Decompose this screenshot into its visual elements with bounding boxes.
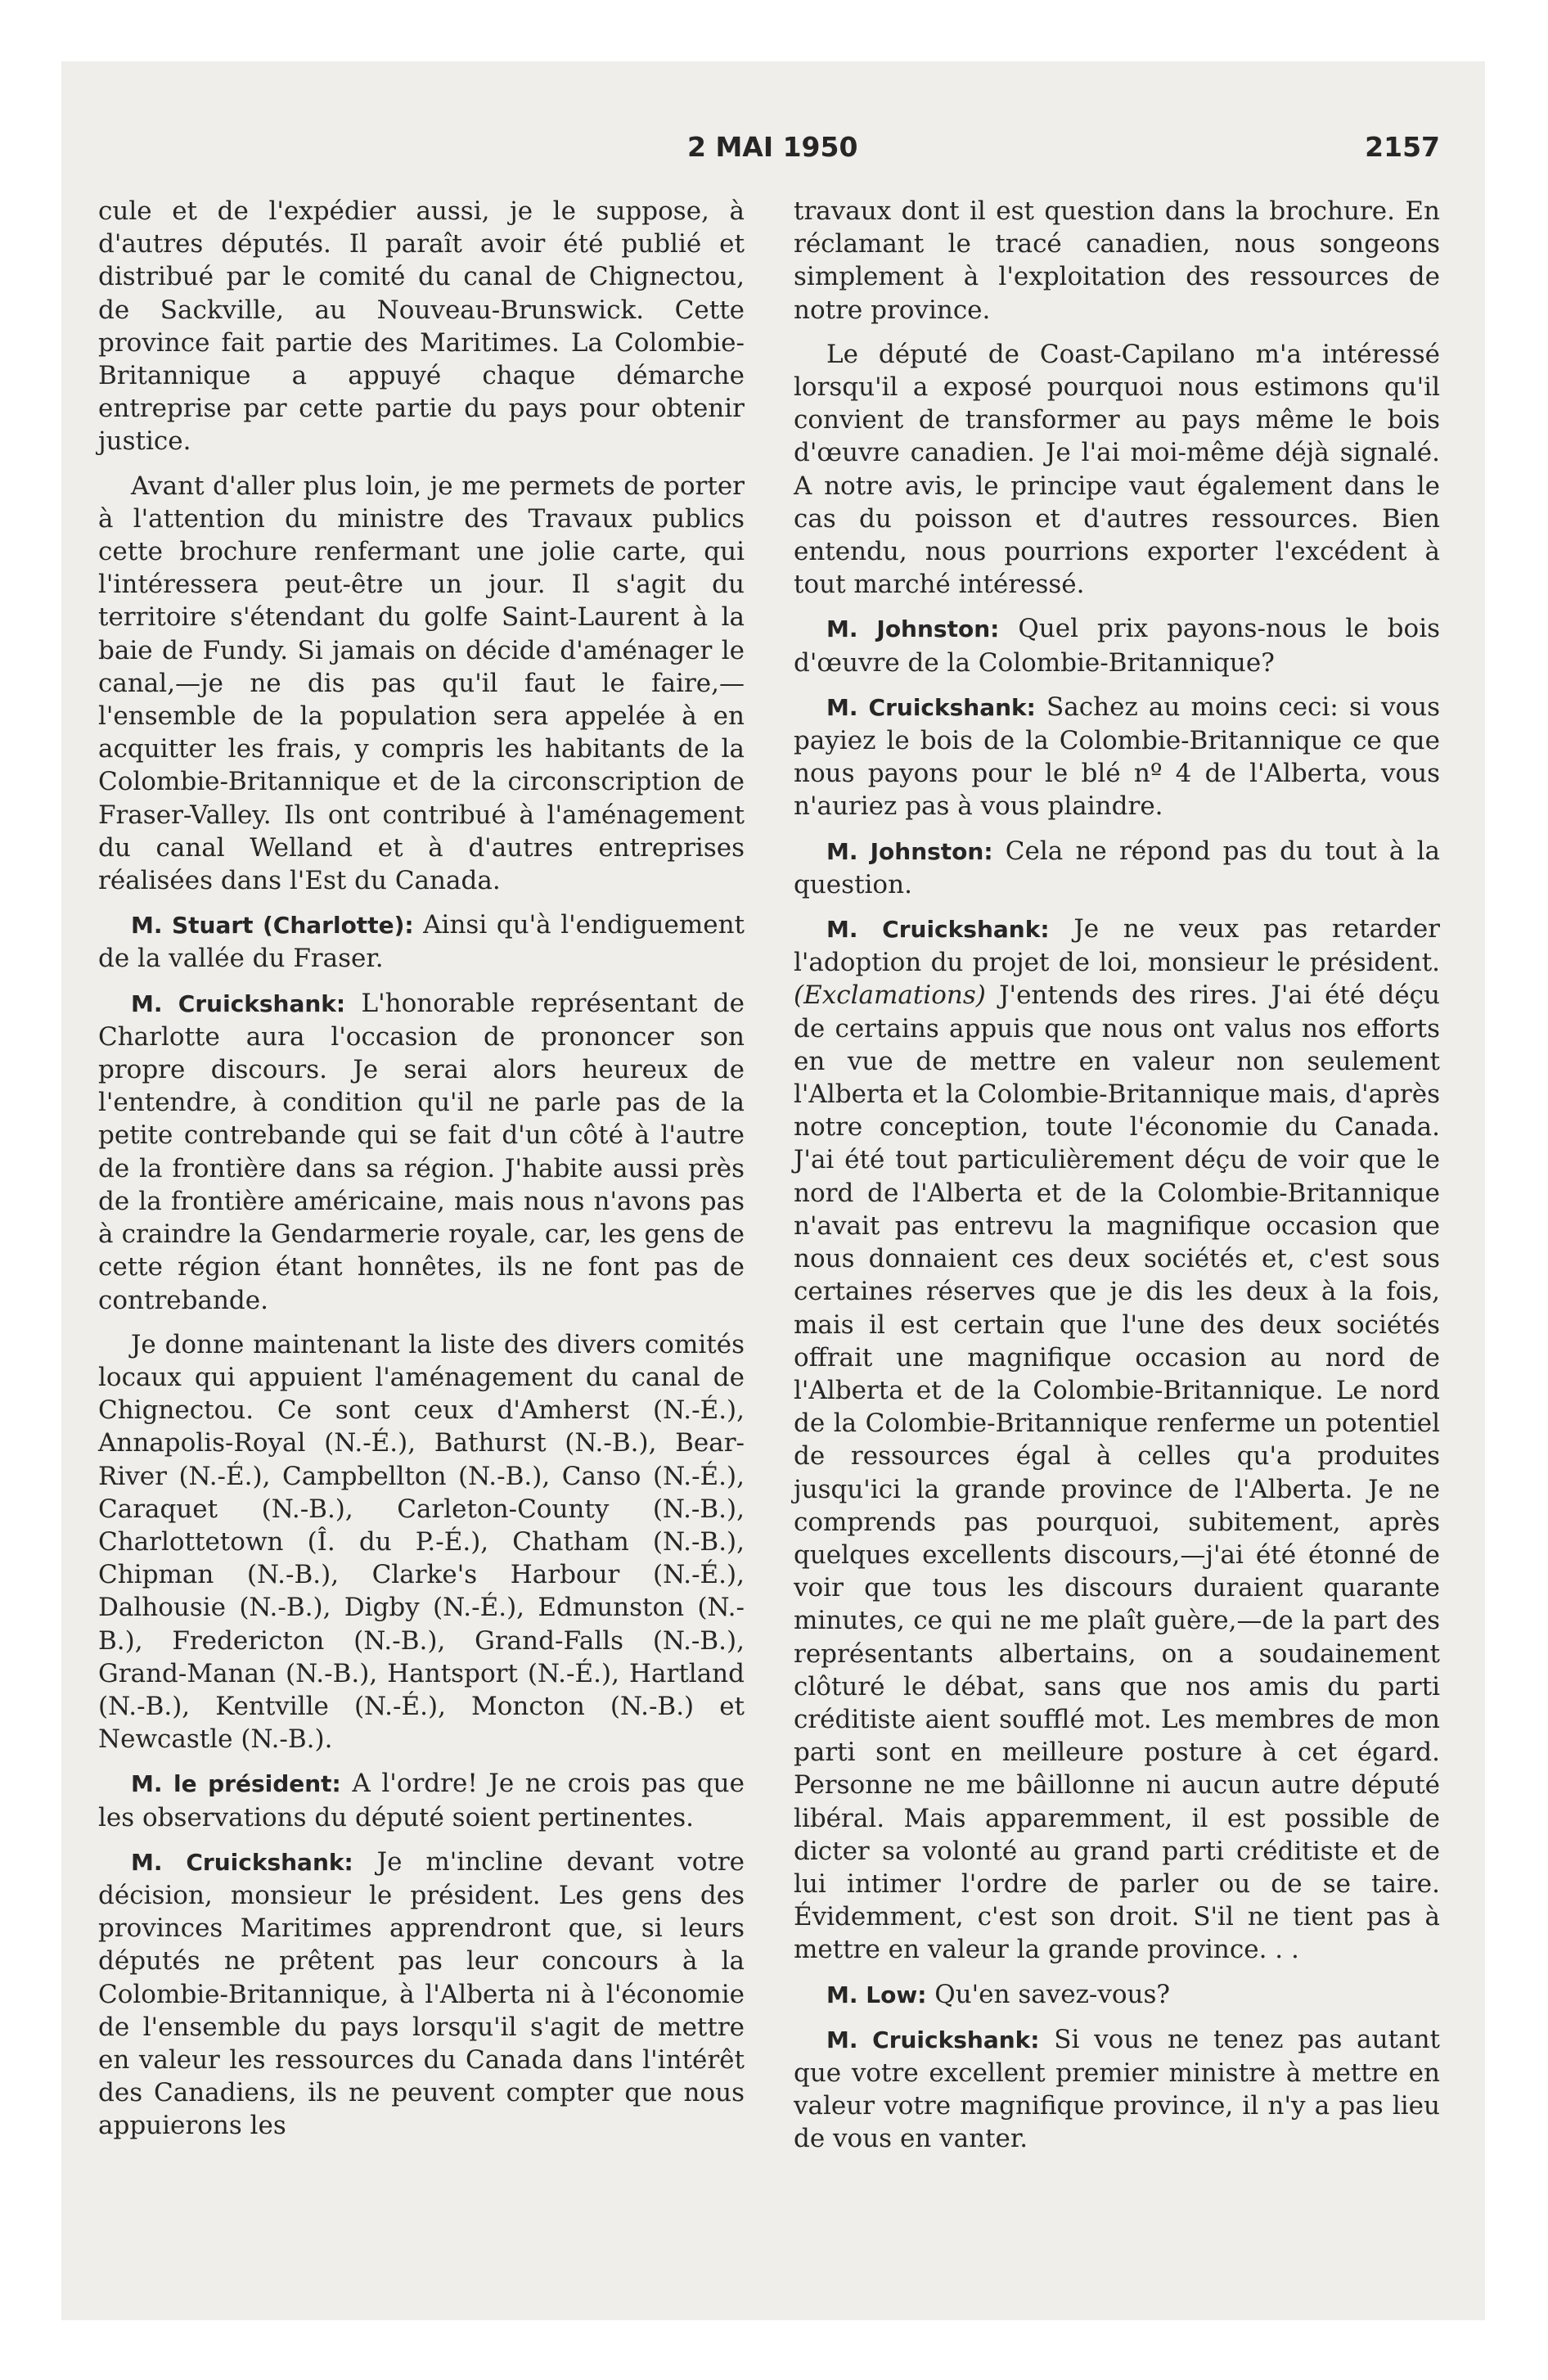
- speech-paragraph: M. Stuart (Charlotte): Ainsi qu'à l'endiguement de la vallée du Fraser.: [98, 910, 745, 974]
- paragraph: Le député de Coast-Capilano m'a intéressé lorsqu'il a exposé pourquoi nous estimons qu'il convient de transformer au pays même le bois d'œuvre canadien. Je l'ai moi-même déjà signalé. A notre avis, le principe vaut également dans le cas du poisson et d'autres ressources. Bien entendu, nous pourrions exporter l'excédent à tout marché intéressé.: [794, 339, 1440, 600]
- page-number: 2157: [1365, 131, 1440, 163]
- speech-paragraph: M. Cruickshank: Sachez au moins ceci: si vous payiez le bois de la Colombie-Britannique ce que nous payons pour le blé nº 4 de l'Alberta, vous n'auriez pas à vous plaindre.: [794, 692, 1441, 822]
- speaker-name: M. Cruickshank:: [131, 1848, 353, 1876]
- speaker-name: M. Cruickshank:: [131, 989, 346, 1017]
- paragraph: Avant d'aller plus loin, je me permets de porter à l'attention du ministre des Travaux publics cette brochure renfermant une jolie carte, qui l'intéressera peut-être un jour. Il s'agit du territoire s'étendant du golfe Saint-Laurent à la baie de Fundy. Si jamais on décide d'aménager le canal,—je ne dis pas qu'il faut le faire,—l'ensemble de la population sera appelée à en acquitter les frais, y compris les habitants de la Colombie-Britannique et de la circonscription de Fraser-Valley. Ils ont contribué à l'aménagement du canal Welland et à d'autres entreprises réalisées dans l'Est du Canada.: [98, 471, 745, 896]
- right-column: [794, 195, 1440, 2167]
- speaker-name: M. Cruickshank:: [826, 916, 1050, 944]
- page-header: [98, 131, 1440, 180]
- header-date: 2 MAI 1950: [687, 131, 858, 163]
- speech-paragraph: M. Johnston: Cela ne répond pas du tout à la question.: [794, 836, 1441, 899]
- speaker-name: M. Johnston:: [826, 615, 1000, 643]
- speaker-name: M. Stuart (Charlotte):: [131, 912, 414, 940]
- speaker-name: M. Low:: [826, 1981, 927, 2008]
- paragraph: cule et de l'expédier aussi, je le suppose, à d'autres députés. Il paraît avoir été publié et distribué par le comité du canal de Chignectou, de Sackville, au Nouveau-Brunswick. Cette province fait partie des Maritimes. La Colombie-Britannique a appuyé chaque démarche entreprise par cette partie du pays pour obtenir justice.: [98, 196, 745, 457]
- speech-paragraph: M. Cruickshank: Si vous ne tenez pas autant que votre excellent premier ministre à mettre en valeur votre magnifique province, il n'y a pas lieu de vous en vanter.: [794, 2024, 1440, 2154]
- paragraph: travaux dont il est question dans la brochure. En réclamant le tracé canadien, nous songeons simplement à l'exploitation des ressources de notre province.: [794, 196, 1440, 325]
- paragraph: Je donne maintenant la liste des divers comités locaux qui appuient l'aménagement du canal de Chignectou. Ce sont ceux d'Amherst (N.-É.), Annapolis-Royal (N.-É.), Bathurst (N.-B.), Bear-River (N.-É.), Campbellton (N.-B.), Canso (N.-É.), Caraquet (N.-B.), Carleton-County (N.-B.), Charlottetown (Î. du P.-É.), Chatham (N.-B.), Chipman (N.-B.), Clarke's Harbour (N.-É.), Dalhousie (N.-B.), Digby (N.-É.), Edmunston (N.-B.), Fredericton (N.-B.), Grand-Falls (N.-B.), Grand-Manan (N.-B.), Hantsport (N.-É.), Hartland (N.-B.), Kentville (N.-É.), Moncton (N.-B.) et Newcastle (N.-B.).: [98, 1329, 745, 1755]
- speaker-name: M. le président:: [131, 1770, 341, 1798]
- speech-paragraph: M. Cruickshank: Je ne veux pas retarder l'adoption du projet de loi, monsieur le président. (Exclamations) J'entends des rires. J'ai été déçu de certains appuis que nous ont valus nos efforts en vue de mettre en valeur non seulement l'Alberta et la Colombie-Britannique mais, d'après notre conception, toute l'économie du Canada. J'ai été tout particulièrement déçu de voir que le nord de l'Alberta et de la Colombie-Britannique n'avait pas entrevu la magnifique occasion que nous donnaient ces deux sociétés et, c'est sous certaines réserves que je dis les deux à la fois, mais il est certain que l'une des deux sociétés offrait une magnifique occasion au nord de l'Alberta et de la Colombie-Britannique. Le nord de la Colombie-Britannique renferme un potentiel de ressources égal à celles qu'a produites jusqu'ici la grande province de l'Alberta. Je ne comprends pas pourquoi, subitement, après quelques excellents discours,—j'ai été étonné de voir que tous les discours duraient quarante minutes, ce qui ne me plaît guère,—de la part des représentants albertains, on a soudainement clôturé le débat, sans que nos amis du parti créditiste aient soufflé mot. Les membres de mon parti sont en meilleure posture à cet égard. Personne ne me bâillonne ni aucun autre député libéral. Mais apparemment, il est possible de dicter sa volonté au grand parti créditiste et de lui intimer l'ordre de parler ou de se taire. Évidemment, c'est son droit. S'il ne tient pas à mettre en valeur la grande province. . .: [794, 914, 1440, 1965]
- speaker-name: M. Johnston:: [826, 837, 993, 865]
- speech-paragraph: M. Johnston: Quel prix payons-nous le bois d'œuvre de la Colombie-Britannique?: [794, 614, 1441, 678]
- stage-direction: (Exclamations): [794, 980, 986, 1011]
- left-column: [98, 195, 745, 2154]
- speech-paragraph: M. Low: Qu'en savez-vous?: [826, 1979, 1171, 2009]
- speaker-name: M. Cruickshank:: [826, 693, 1036, 721]
- speech-paragraph: M. le président: A l'ordre! Je ne crois pas que les observations du député soient pertinentes.: [98, 1769, 745, 1832]
- speech-paragraph: M. Cruickshank: L'honorable représentant de Charlotte aura l'occasion de prononcer son propre discours. Je serai alors heureux de l'entendre, à condition qu'il ne parle pas de la petite contrebande qui se fait d'un côté à l'autre de la frontière dans sa région. J'habite aussi près de la frontière américaine, mais nous n'avons pas à craindre la Gendarmerie royale, car, les gens de cette région étant honnêtes, ils ne font pas de contrebande.: [98, 988, 745, 1315]
- speaker-name: M. Cruickshank:: [826, 2026, 1040, 2053]
- speech-paragraph: M. Cruickshank: Je m'incline devant votre décision, monsieur le président. Les gens des provinces Maritimes apprendront que, si leurs députés ne prêtent pas leur concours à la Colombie-Britannique, à l'Alberta ni à l'économie de l'ensemble du pays lorsqu'il s'agit de mettre en valeur les ressources du Canada dans l'intérêt des Canadiens, ils ne peuvent compter que nous appuierons les: [98, 1846, 745, 2141]
